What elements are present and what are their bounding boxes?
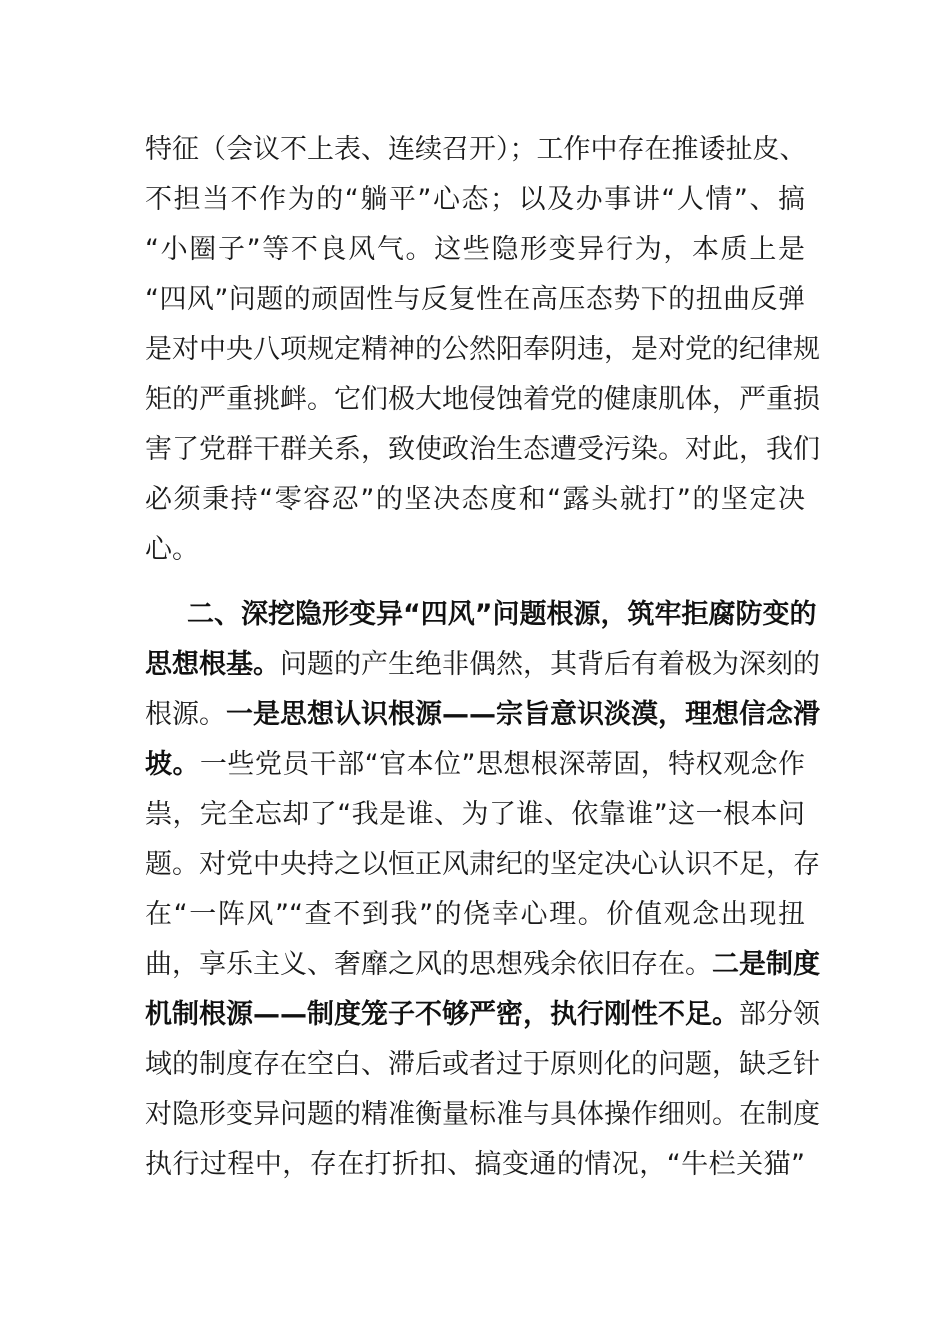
text-segment: 部分领 bbox=[739, 999, 820, 1030]
text-line bbox=[145, 530, 805, 570]
text-segment: 对隐形变异问题的精准衡量标准与具体操作细则。在制度 bbox=[145, 1099, 820, 1130]
text-line bbox=[145, 895, 805, 935]
text-segment: “小圈子”等不良风气。这些隐形变异行为，本质上是 bbox=[145, 234, 805, 265]
text-segment: 祟，完全忘却了“我是谁、为了谁、依靠谁”这一根本问 bbox=[145, 799, 805, 830]
text-line bbox=[145, 645, 820, 685]
text-segment: 一些党员干部“官本位”思想根深蒂固，特权观念作 bbox=[199, 749, 805, 780]
text-line bbox=[145, 130, 805, 170]
text-line bbox=[145, 380, 820, 420]
text-segment: 心。 bbox=[145, 534, 199, 565]
text-line bbox=[145, 1045, 820, 1085]
text-line bbox=[145, 945, 820, 985]
bold-text-segment: 坡。 bbox=[145, 749, 200, 780]
text-line bbox=[145, 995, 820, 1035]
text-line bbox=[187, 595, 817, 635]
text-line bbox=[145, 480, 805, 520]
bold-text-segment: 一是思想认识根源——宗旨意识淡漠，理想信念滑 bbox=[226, 699, 820, 730]
text-line bbox=[145, 280, 805, 320]
bold-text-segment: 二是制度 bbox=[712, 949, 820, 980]
bold-text-segment: 机制根源——制度笼子不够严密，执行刚性不足。 bbox=[145, 999, 739, 1030]
text-segment: 根源。 bbox=[145, 699, 226, 730]
text-line bbox=[145, 330, 820, 370]
text-line bbox=[145, 180, 805, 220]
text-segment: 题。对党中央持之以恒正风肃纪的坚定决心认识不足，存 bbox=[145, 849, 820, 880]
text-line bbox=[145, 845, 820, 885]
bold-text-segment: 二、深挖隐形变异“四风”问题根源，筑牢拒腐防变的 bbox=[187, 599, 817, 630]
text-segment: 曲，享乐主义、奢靡之风的思想残余依旧存在。 bbox=[145, 949, 712, 980]
text-segment: 在“一阵风”“查不到我”的侥幸心理。价值观念出现扭 bbox=[145, 899, 805, 930]
text-segment: 特征（会议不上表、连续召开）；工作中存在推诿扯皮、 bbox=[145, 134, 807, 165]
text-line bbox=[145, 1095, 820, 1135]
text-line bbox=[145, 745, 805, 785]
text-segment: 害了党群干群关系，致使政治生态遭受污染。对此，我们 bbox=[145, 434, 820, 465]
text-line bbox=[145, 1145, 805, 1185]
text-segment: 是对中央八项规定精神的公然阳奉阴违，是对党的纪律规 bbox=[145, 334, 820, 365]
text-line bbox=[145, 430, 820, 470]
text-segment: 矩的严重挑衅。它们极大地侵蚀着党的健康肌体，严重损 bbox=[145, 384, 820, 415]
text-segment: 执行过程中，存在打折扣、搞变通的情况，“牛栏关猫” bbox=[145, 1149, 805, 1180]
text-segment: 不担当不作为的“躺平”心态；以及办事讲“人情”、搞 bbox=[145, 184, 805, 215]
text-line bbox=[145, 795, 805, 835]
bold-text-segment: 思想根基。 bbox=[145, 649, 280, 680]
text-line bbox=[145, 695, 820, 735]
text-segment: 必须秉持“零容忍”的坚决态度和“露头就打”的坚定决 bbox=[145, 484, 805, 515]
text-segment: “四风”问题的顽固性与反复性在高压态势下的扭曲反弹 bbox=[145, 284, 805, 315]
text-segment: 域的制度存在空白、滞后或者过于原则化的问题，缺乏针 bbox=[145, 1049, 820, 1080]
text-segment: 问题的产生绝非偶然，其背后有着极为深刻的 bbox=[280, 649, 820, 680]
text-line bbox=[145, 230, 805, 270]
